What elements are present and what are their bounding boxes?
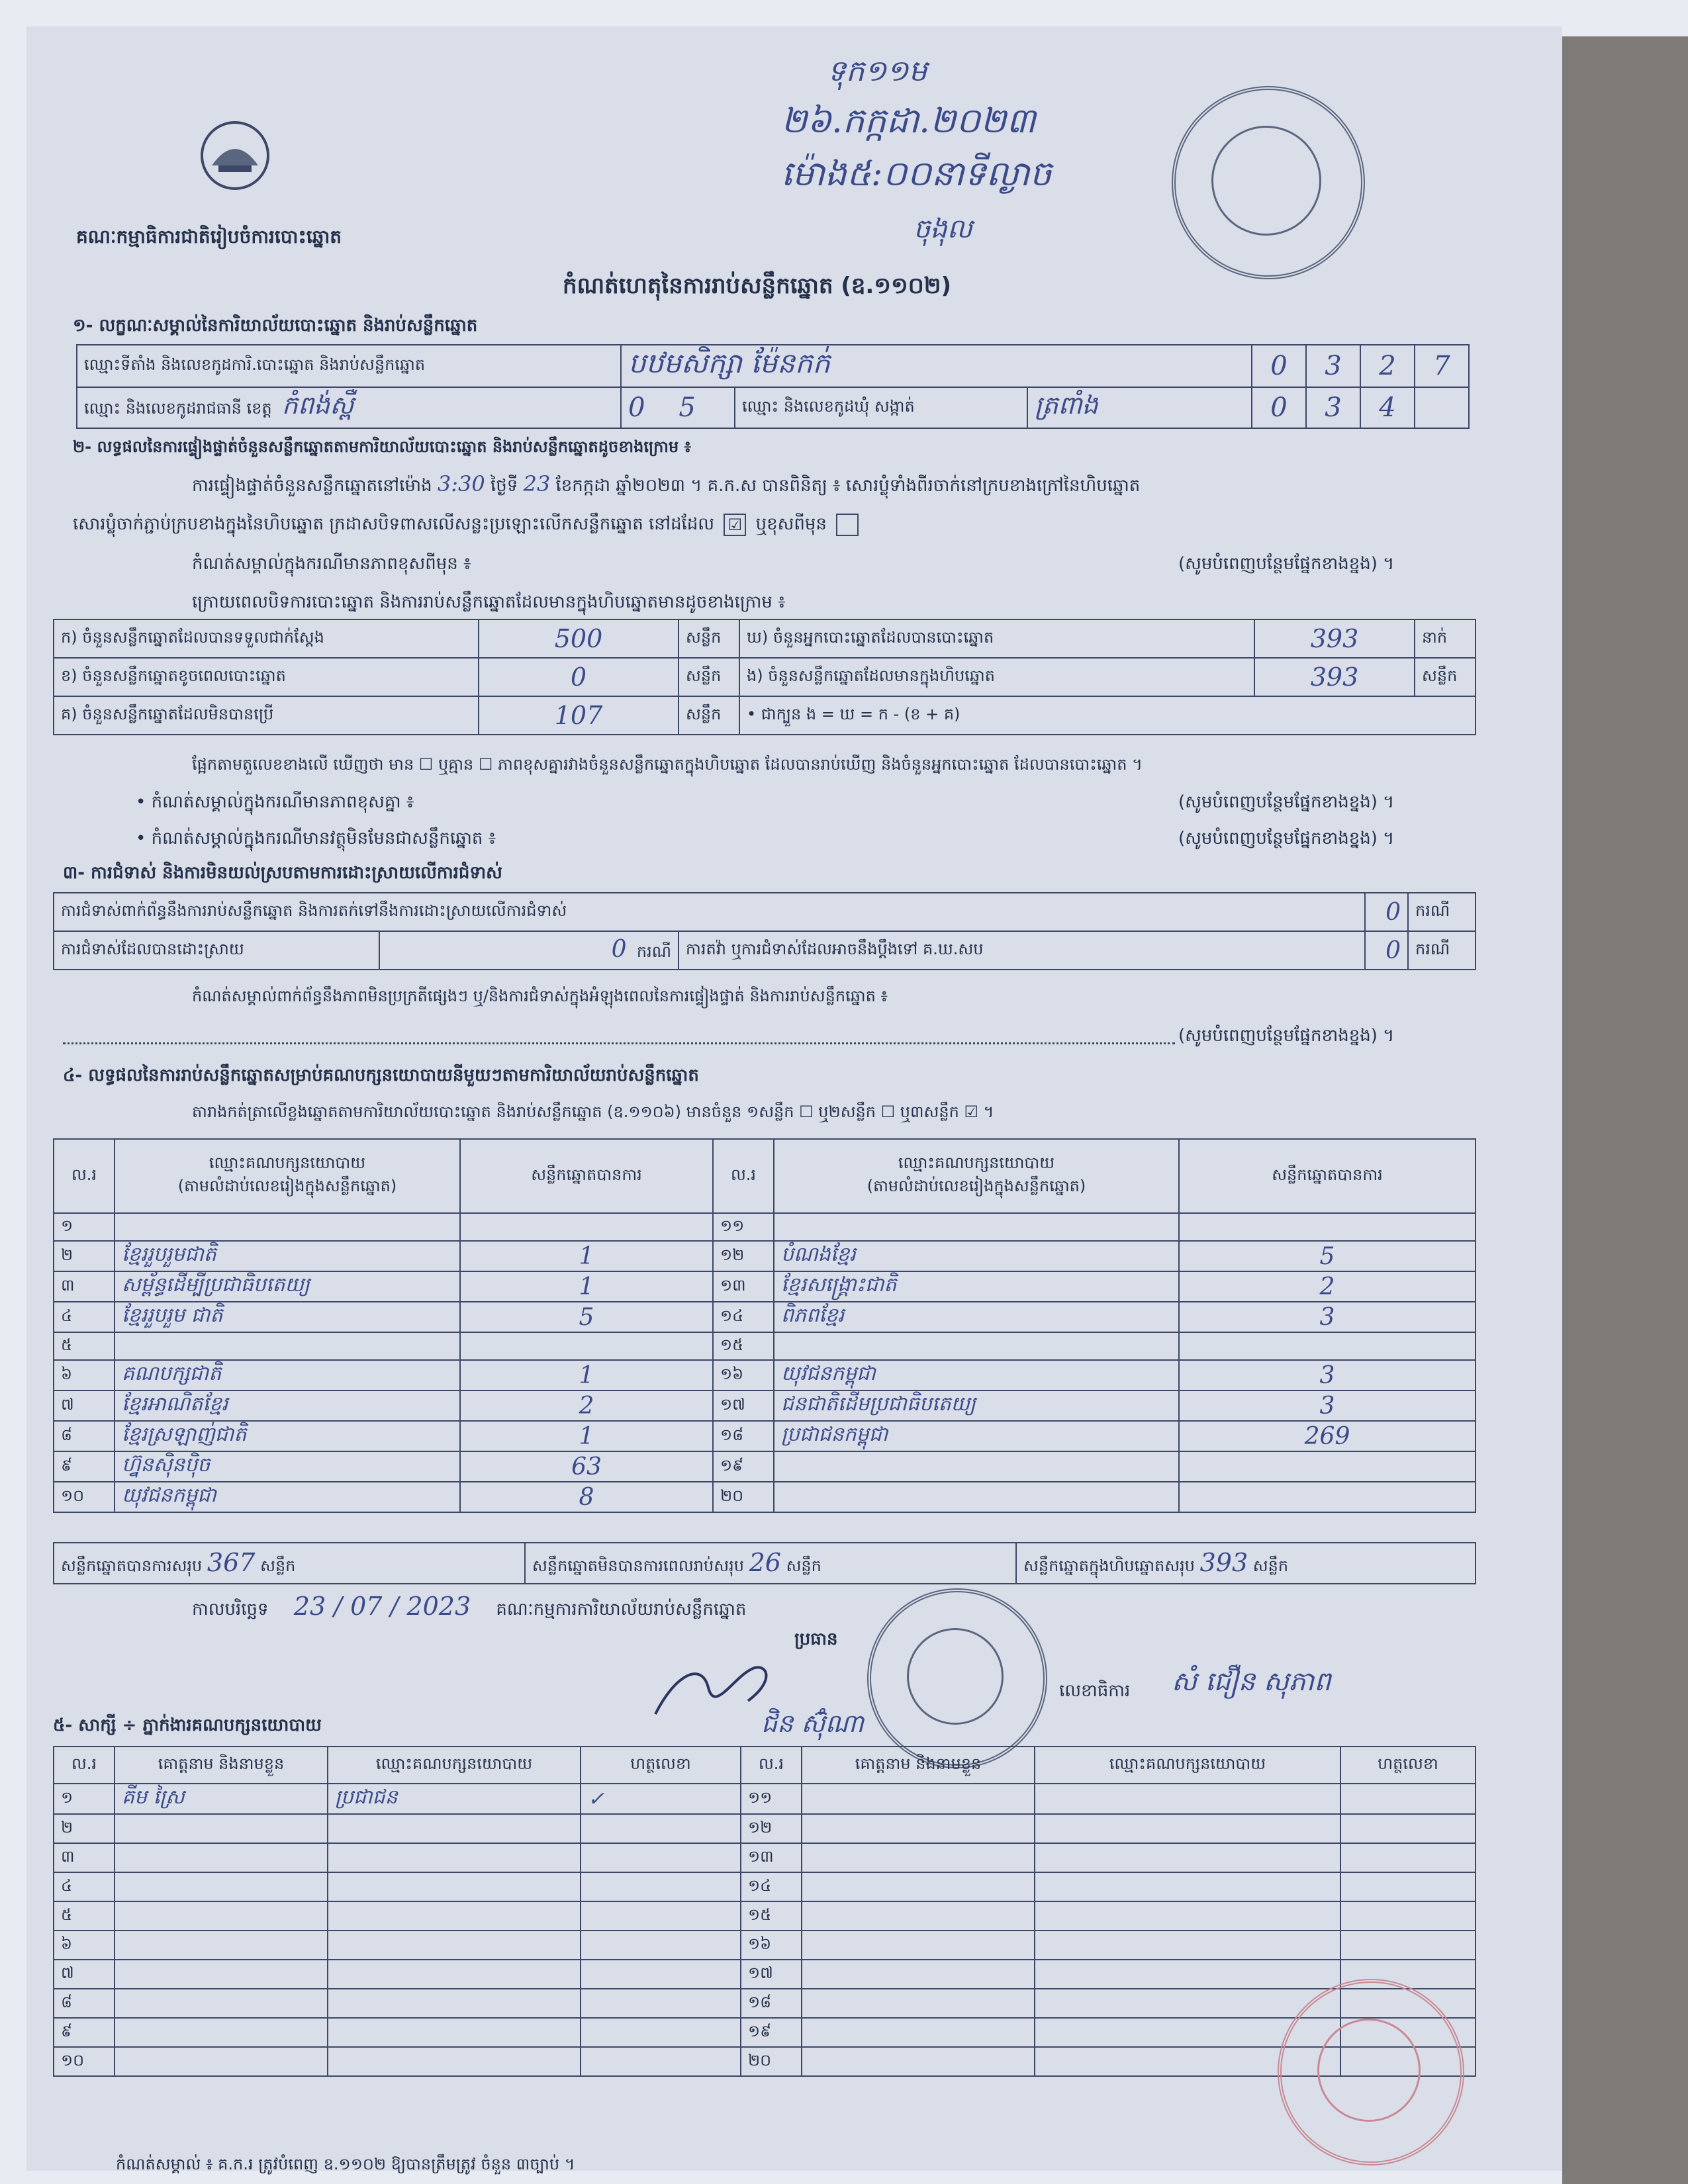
total-valid-unit: សន្លឹក (260, 1556, 296, 1575)
witness-name-left (115, 1872, 328, 1901)
section2-note-label: កំណត់សម្គាល់ក្នុងករណីមានភាពខុសពីមុន ៖ (192, 554, 471, 574)
section2-fill-hint: (សូមបំពេញបន្ថែមផ្នែកខាងខ្នង) ។ (1178, 554, 1395, 574)
witness-party-left (328, 1931, 581, 1960)
inspection-time: 3:30 (437, 471, 485, 496)
objections-related-unit: ករណី (1408, 893, 1476, 931)
witness-no-right: ១៤ (741, 1872, 802, 1901)
station-code-3: 2 (1360, 345, 1415, 387)
results-party-right: ពិភពខ្មែរ (774, 1302, 1179, 1332)
section3-note: កំណត់សម្គាល់ពាក់ព័ន្ធនឹងភាពមិនប្រក្រតីផ្សេងៗ ឬ/និងការជំទាស់ក្នុងអំឡុងពេលនៃការផ្ទៀងផ្ទាត់ និងការរាប់សន្លឹកឆ្នោត ៖ (192, 987, 888, 1005)
appeals-value: 0 (1365, 931, 1408, 970)
note-diff-hint: (សូមបំពេញបន្ថែមផ្នែកខាងខ្នង) ។ (1178, 792, 1395, 812)
witness-no-right: ១២ (741, 1814, 802, 1843)
results-no-right: ១១ (713, 1213, 774, 1241)
witness-no-left: ១ (54, 1784, 115, 1814)
chair-label: ប្រធាន (794, 1629, 838, 1649)
witness-no-right: ១៦ (741, 1931, 802, 1960)
witness-col-no-right: ល.រ (741, 1747, 802, 1784)
total-valid-value: 367 (207, 1547, 256, 1577)
count-b-value: 0 (479, 658, 679, 696)
witness-party-left (328, 2047, 581, 2076)
witness-party-right (1035, 1931, 1340, 1960)
count-e-unit: សន្លឹក (1415, 658, 1476, 696)
district-code-1: 0 (1252, 387, 1306, 428)
results-votes-right (1179, 1213, 1476, 1241)
inspection-day: 23 (523, 471, 551, 496)
witness-party-left: ប្រជាជន (328, 1784, 581, 1814)
count-d-value: 393 (1254, 619, 1415, 658)
witness-no-left: ២ (54, 1814, 115, 1843)
results-votes-left: 8 (460, 1482, 713, 1512)
witness-row (54, 1814, 1476, 1843)
results-col-party-right (774, 1139, 1179, 1213)
results-party-left: យុវជនកម្ពុជា (115, 1482, 460, 1512)
witness-row (54, 2018, 1476, 2047)
witness-no-left: ១០ (54, 2047, 115, 2076)
results-party-right: បំណងខ្មែរ (774, 1241, 1179, 1271)
total-box-value: 393 (1199, 1547, 1248, 1577)
commune-value: កំពង់ស្ពឺ (281, 390, 354, 420)
results-votes-right (1179, 1451, 1476, 1482)
results-col-no-right: ល.រ (713, 1139, 774, 1213)
witness-no-left: ៦ (54, 1931, 115, 1960)
witness-col-sign-left: ហត្ថលេខា (581, 1747, 741, 1784)
results-no-right: ១៣ (713, 1271, 774, 1302)
total-box-unit: សន្លឹក (1252, 1556, 1289, 1575)
witness-no-right: ១៣ (741, 1843, 802, 1872)
objections-table (53, 892, 1476, 970)
count-c-value: 107 (479, 696, 679, 735)
count-b-unit: សន្លឹក (679, 658, 739, 696)
results-row (54, 1360, 1476, 1390)
results-party-left: សម្ព័ន្ធដើម្បីប្រជាធិបតេយ្យ (115, 1271, 460, 1302)
results-party-left: ខ្មែររួបរួមជាតិ (115, 1241, 460, 1271)
total-box-cell (1016, 1543, 1476, 1584)
witness-name-left (115, 1960, 328, 1989)
results-no-left: ១ (54, 1213, 115, 1241)
scanner-edge (1562, 36, 1688, 2184)
witness-sign-left: ✓ (581, 1784, 741, 1814)
section5-heading: ៥- សាក្សី ÷ ភ្នាក់ងារគណបក្សនយោបាយ (53, 1715, 322, 1735)
unchanged-checkbox[interactable]: ☑ (724, 514, 746, 536)
witness-col-party-right: ឈ្មោះគណបក្សនយោបាយ (1035, 1747, 1340, 1784)
witness-sign-left (581, 1931, 741, 1960)
objections-resolved-value: 0 (611, 936, 627, 963)
results-no-right: ១៤ (713, 1302, 774, 1332)
witness-party-right (1035, 1989, 1340, 2018)
signing-date (192, 1592, 746, 1623)
witness-col-name-right: គោត្តនាម និងនាមខ្លួន (802, 1747, 1035, 1784)
witness-party-left (328, 2018, 581, 2047)
results-row (54, 1482, 1476, 1512)
witness-name-right (802, 1784, 1035, 1814)
witness-col-party-left: ឈ្មោះគណបក្សនយោបាយ (328, 1747, 581, 1784)
witness-sign-right (1340, 1872, 1476, 1901)
results-col-party-left-title: ឈ្មោះគណបក្សនយោបាយ (209, 1154, 366, 1172)
signing-committee-label: គណៈកម្មការការិយាល័យរាប់សន្លឹកឆ្នោត (496, 1600, 747, 1619)
station-code-2: 3 (1306, 345, 1360, 387)
results-votes-right (1179, 1332, 1476, 1360)
witness-no-left: ៩ (54, 2018, 115, 2047)
secretary-name: សំ ជឿន សុភាព (1172, 1666, 1331, 1697)
witness-name-right (802, 1931, 1035, 1960)
results-votes-right: 5 (1179, 1241, 1476, 1271)
total-valid-cell (54, 1543, 525, 1584)
results-party-left (115, 1332, 460, 1360)
witness-sign-left (581, 1989, 741, 2018)
results-votes-left (460, 1213, 713, 1241)
witness-row (54, 1960, 1476, 1989)
witness-name-right (802, 2047, 1035, 2076)
results-row (54, 1421, 1476, 1451)
witness-sign-right (1340, 1784, 1476, 1814)
witness-no-right: ១១ (741, 1784, 802, 1814)
count-b-label: ខ) ចំនួនសន្លឹកឆ្នោតខូចពេលបោះឆ្នោត (54, 658, 479, 696)
district-label: ឈ្មោះ និងលេខកូដឃុំ សង្កាត់ (735, 387, 1027, 428)
witness-name-right (802, 1960, 1035, 1989)
witness-row (54, 1989, 1476, 2018)
changed-checkbox[interactable] (836, 514, 859, 536)
results-no-right: ១៦ (713, 1360, 774, 1390)
changed-label: ឬខុសពីមុន (755, 514, 827, 534)
results-col-votes-right: សន្លឹកឆ្នោតបានការ (1179, 1139, 1476, 1213)
section2-para1 (192, 471, 1140, 500)
witness-party-right (1035, 1843, 1340, 1872)
witness-name-left (115, 1989, 328, 2018)
handwritten-receiver-signature: ចុងុល (914, 214, 972, 244)
objections-related-label: ការជំទាស់ពាក់ព័ន្ធនឹងការរាប់សន្លឹកឆ្នោត និងការតក់ទៅនឹងការដោះស្រាយលើការជំទាស់ (54, 893, 1365, 931)
results-no-right: ១៧ (713, 1390, 774, 1421)
objections-resolved-label: ការជំទាស់ដែលបានដោះស្រាយ (54, 931, 379, 970)
witness-no-left: ៥ (54, 1901, 115, 1931)
results-no-left: ៦ (54, 1360, 115, 1390)
official-seal-middle-inner (907, 1628, 1004, 1725)
results-party-right (774, 1451, 1179, 1482)
signing-date-value: 23 / 07 / 2023 (293, 1592, 471, 1621)
witness-name-left (115, 1931, 328, 1960)
results-no-left: ៥ (54, 1332, 115, 1360)
witness-party-right (1035, 1960, 1340, 1989)
count-c-unit: សន្លឹក (679, 696, 739, 735)
district-code-3: 4 (1360, 387, 1415, 428)
witness-no-right: ១៥ (741, 1901, 802, 1931)
section2-para1-c: ខែកក្កដា ឆ្នាំ២០២៣ ។ គ.ក.ស បានពិនិត្យ ៖ សោរប្លុំទាំងពីរចាក់នៅក្របខាងក្រៅនៃហិបឆ្នោត (555, 476, 1141, 496)
results-votes-left: 63 (460, 1451, 713, 1482)
results-votes-left: 1 (460, 1421, 713, 1451)
results-no-left: ៤ (54, 1302, 115, 1332)
results-no-left: ៧ (54, 1390, 115, 1421)
witness-name-left (115, 1843, 328, 1872)
witness-name-right (802, 2018, 1035, 2047)
witness-name-left (115, 2018, 328, 2047)
witness-party-left (328, 1960, 581, 1989)
witness-sign-left (581, 1814, 741, 1843)
total-invalid-unit: សន្លឹក (786, 1556, 821, 1575)
count-e-label: ង) ចំនួនសន្លឹកឆ្នោតដែលមានក្នុងហិបឆ្នោត (739, 658, 1254, 696)
committee-name: គណៈកម្មាធិការជាតិរៀបចំការបោះឆ្នោត (76, 226, 342, 248)
count-e-value: 393 (1254, 658, 1415, 696)
results-votes-right: 3 (1179, 1360, 1476, 1390)
witness-col-name-left: គោត្តនាម និងនាមខ្លួន (115, 1747, 328, 1784)
section3-dotted-line (63, 1042, 1175, 1044)
witness-row (54, 1931, 1476, 1960)
results-no-left: ៣ (54, 1271, 115, 1302)
witness-col-sign-right: ហត្ថលេខា (1340, 1747, 1476, 1784)
results-row (54, 1390, 1476, 1421)
total-invalid-value: 26 (749, 1547, 781, 1577)
witness-party-left (328, 1989, 581, 2018)
commune-code (621, 387, 735, 428)
secretary-label: លេខាធិការ (1059, 1681, 1131, 1701)
count-a-unit: សន្លឹក (679, 619, 739, 658)
chair-name: ជិន ស៊ុំណា (761, 1709, 864, 1738)
official-seal-top-inner (1211, 126, 1321, 236)
results-party-left: ខ្មែររួបរួម ជាតិ (115, 1302, 460, 1332)
form-title: កំណត់ហេតុនៃការរាប់សន្លឹកឆ្នោត (ឧ.១១០២) (563, 273, 952, 299)
results-party-left (115, 1213, 460, 1241)
witness-no-right: ១៧ (741, 1960, 802, 1989)
witness-no-right: ២០ (741, 2047, 802, 2076)
results-col-party-left (115, 1139, 460, 1213)
witness-sign-left (581, 2018, 741, 2047)
section2-para2-text: សោរប្លុំចាក់ភ្ជាប់ក្របខាងក្នុងនៃហិបឆ្នោត ក្រដាសបិទពាសលើសន្លះប្រឡោះលើកសន្លឹកឆ្នោត នៅដដែល (73, 514, 715, 534)
results-votes-right: 3 (1179, 1302, 1476, 1332)
note-other: • កំណត់សម្គាល់ក្នុងករណីមានវត្ថុមិនមែនជាសន្លឹកឆ្នោត ៖ (136, 829, 496, 848)
district-code-2: 3 (1306, 387, 1360, 428)
witness-name-right (802, 1814, 1035, 1843)
commune-code-2: 5 (679, 392, 696, 423)
witness-party-left (328, 1843, 581, 1872)
results-col-no-left: ល.រ (54, 1139, 115, 1213)
results-totals (53, 1542, 1476, 1584)
witness-no-left: ៣ (54, 1843, 115, 1872)
witness-sign-right (1340, 1843, 1476, 1872)
witness-no-left: ៤ (54, 1872, 115, 1901)
results-body (54, 1213, 1476, 1512)
witness-name-left (115, 1814, 328, 1843)
results-no-left: ៨ (54, 1421, 115, 1451)
results-col-party-right-sub: (តាមលំដាប់លេខរៀងក្នុងសន្លឹកឆ្នោត) (867, 1177, 1086, 1195)
total-invalid-cell (525, 1543, 1016, 1584)
witness-body (54, 1784, 1476, 2076)
witness-party-right (1035, 1784, 1340, 1814)
station-code-4: 7 (1415, 345, 1469, 387)
results-party-right (774, 1482, 1179, 1512)
count-d-unit: នាក់ (1415, 619, 1476, 658)
station-label: ឈ្មោះទីតាំង និងលេខកូដការិ.បោះឆ្នោត និងរាប់សន្លឹកឆ្នោត (77, 345, 621, 387)
results-party-right: ខ្មែរសង្គ្រោះជាតិ (774, 1271, 1179, 1302)
witness-party-left (328, 1901, 581, 1931)
station-value: បឋមសិក្សា ម៉ែនកក់ (621, 345, 1252, 387)
district-value: ត្រពាំង (1027, 387, 1252, 428)
witness-no-right: ១៩ (741, 2018, 802, 2047)
witness-sign-left (581, 1843, 741, 1872)
results-table (53, 1138, 1476, 1513)
witness-row (54, 2047, 1476, 2076)
results-row (54, 1241, 1476, 1271)
results-no-right: ២០ (713, 1482, 774, 1512)
results-no-right: ១២ (713, 1241, 774, 1271)
witness-row (54, 1784, 1476, 1814)
objections-related-value: 0 (1365, 893, 1408, 931)
signing-date-label: កាលបរិច្ឆេទ (192, 1600, 269, 1619)
witness-sign-right (1340, 1814, 1476, 1843)
station-code-1: 0 (1252, 345, 1306, 387)
section3-heading: ៣- ការជំទាស់ និងការមិនយល់ស្របតាមការដោះស្រាយលើការជំទាស់ (63, 863, 502, 883)
results-party-right (774, 1213, 1179, 1241)
results-row (54, 1451, 1476, 1482)
results-party-left: ហ្វ៊ុនស៊ិនប៉ិច (115, 1451, 460, 1482)
witness-party-right (1035, 1901, 1340, 1931)
witness-sign-left (581, 1960, 741, 1989)
results-col-votes-left: សន្លឹកឆ្នោតបានការ (460, 1139, 713, 1213)
witness-table (53, 1746, 1476, 2077)
witness-col-no-left: ល.រ (54, 1747, 115, 1784)
committee-emblem (199, 119, 271, 192)
results-party-right: ប្រជាជនកម្ពុជា (774, 1421, 1179, 1451)
results-votes-right: 269 (1179, 1421, 1476, 1451)
section2-heading: ២- លទ្ធផលនៃការផ្ទៀងផ្ទាត់ចំនួនសន្លឹកឆ្នោតតាមការិយាល័យបោះឆ្នោត និងរាប់សន្លឹកឆ្នោតដូចខាងក្រោម ៖ (73, 437, 692, 456)
section1-heading: ១- លក្ខណៈសម្គាល់នៃការិយាល័យបោះឆ្នោត និងរាប់សន្លឹកឆ្នោត (73, 316, 478, 336)
count-c-label: គ) ចំនួនសន្លឹកឆ្នោតដែលមិនបានប្រើ (54, 696, 479, 735)
witness-name-left (115, 2047, 328, 2076)
objections-resolved-cell (379, 931, 679, 970)
witness-sign-right (1340, 1931, 1476, 1960)
results-no-right: ១៥ (713, 1332, 774, 1360)
results-no-left: ៩ (54, 1451, 115, 1482)
results-row (54, 1332, 1476, 1360)
appeals-label: ការតវ៉ា ឬការជំទាស់ដែលអាចនឹងប្តឹងទៅ គ.ឃ.សប (679, 931, 1365, 970)
witness-name-right (802, 1989, 1035, 2018)
section2-para1-a: ការផ្ទៀងផ្ទាត់ចំនួនសន្លឹកឆ្នោតនៅម៉ោង (192, 476, 432, 496)
commune-label: ឈ្មោះ និងលេខកូដរាជធានី ខេត្ត (84, 399, 272, 418)
witness-party-right (1035, 1872, 1340, 1901)
total-valid-label: សន្លឹកឆ្នោតបានការសរុប (61, 1556, 203, 1575)
witness-no-left: ៧ (54, 1960, 115, 1989)
results-row (54, 1271, 1476, 1302)
witness-name-right (802, 1901, 1035, 1931)
total-invalid-label: សន្លឹកឆ្នោតមិនបានការពេលរាប់សរុប (532, 1556, 744, 1575)
witness-row (54, 1843, 1476, 1872)
witness-party-left (328, 1814, 581, 1843)
witness-party-right (1035, 1814, 1340, 1843)
section4-intro: តារាងកត់ត្រាលើខ្លងឆ្នោតតាមការិយាល័យបោះឆ្នោត និងរាប់សន្លឹកឆ្នោត (ឧ.១១០៦) មានចំនួន ១សន្លឹក ☐ ឬ២សន្លឹក ☐ ឬ៣សន្លឹក ☑ ។ (192, 1103, 994, 1121)
witness-no-left: ៨ (54, 1989, 115, 2018)
results-votes-right: 2 (1179, 1271, 1476, 1302)
witness-name-left: គីម ស្រៃ (115, 1784, 328, 1814)
witness-sign-left (581, 1901, 741, 1931)
total-box-label: សន្លឹកឆ្នោតក្នុងហិបឆ្នោតសរុប (1023, 1556, 1195, 1575)
witness-name-left (115, 1901, 328, 1931)
note-diff: • កំណត់សម្គាល់ក្នុងករណីមានភាពខុសគ្នា ៖ (136, 792, 414, 812)
diff-line: ផ្អែកតាមតួលេខខាងលើ ឃើញថា មាន ☐ ឬគ្មាន ☐ ភាពខុសគ្នារវាងចំនួនសន្លឹកឆ្នោតក្នុងហិបឆ្នោត ដែលបានរាប់ឃើញ និងចំនួនអ្នកបោះឆ្នោត ដែលបានបោះឆ្នោត ។ (192, 755, 1143, 774)
witness-no-right: ១៨ (741, 1989, 802, 2018)
section3-fill-hint: (សូមបំពេញបន្ថែមផ្នែកខាងខ្នង) ។ (1178, 1026, 1395, 1046)
section2-counts-intro: ក្រោយពេលបិទការបោះឆ្នោត និងការរាប់សន្លឹកឆ្នោតដែលមានក្នុងហិបឆ្នោតមានដូចខាងក្រោម ៖ (192, 592, 786, 612)
district-code-pad (1415, 387, 1469, 428)
results-row (54, 1302, 1476, 1332)
results-no-right: ១៩ (713, 1451, 774, 1482)
witness-party-left (328, 1872, 581, 1901)
results-votes-left: 1 (460, 1241, 713, 1271)
handwritten-receipt-date: ២៦.កក្កដា.២០២៣ (781, 101, 1036, 141)
commune-row (77, 387, 621, 428)
results-votes-right: 3 (1179, 1390, 1476, 1421)
results-no-left: ១០ (54, 1482, 115, 1512)
witness-sign-left (581, 1872, 741, 1901)
witness-name-right (802, 1872, 1035, 1901)
results-votes-right (1179, 1482, 1476, 1512)
red-seal-bottom-inner (1317, 2019, 1421, 2122)
results-votes-left (460, 1332, 713, 1360)
results-votes-left: 1 (460, 1271, 713, 1302)
section2-para1-b: ថ្ងៃទី (490, 476, 518, 496)
results-votes-left: 1 (460, 1360, 713, 1390)
results-party-left: គណបក្សជាតិ (115, 1360, 460, 1390)
commune-code-1: 0 (628, 392, 645, 423)
count-d-label: ឃ) ចំនួនអ្នកបោះឆ្នោតដែលបានបោះឆ្នោត (739, 619, 1254, 658)
handwritten-receipt-time: ម៉ោង៥:០០នាទីល្ងាច (781, 154, 1052, 194)
section2-para2 (73, 513, 863, 538)
counts-table (53, 619, 1476, 735)
witness-sign-left (581, 2047, 741, 2076)
witness-row (54, 1872, 1476, 1901)
results-no-left: ២ (54, 1241, 115, 1271)
results-party-right: យុវជនកម្ពុជា (774, 1360, 1179, 1390)
station-table (76, 344, 1470, 429)
results-party-right: ជនជាតិដើមប្រជាធិបតេយ្យ (774, 1390, 1179, 1421)
section4-heading: ៤- លទ្ធផលនៃការរាប់សន្លឹកឆ្នោតសម្រាប់គណបក្សនយោបាយនីមួយៗតាមការិយាល័យរាប់សន្លឹកឆ្នោត (63, 1066, 699, 1085)
count-formula: • ជាក្បួន ង = ឃ = ក - (ខ + គ) (739, 696, 1476, 735)
count-a-label: ក) ចំនួនសន្លឹកឆ្នោតដែលបានទទួលជាក់ស្តែង (54, 619, 479, 658)
results-no-right: ១៨ (713, 1421, 774, 1451)
count-a-value: 500 (479, 619, 679, 658)
witness-name-right (802, 1843, 1035, 1872)
results-col-party-left-sub: (តាមលំដាប់លេខរៀងក្នុងសន្លឹកឆ្នោត) (177, 1177, 397, 1195)
results-party-right (774, 1332, 1179, 1360)
appeals-unit: ករណី (1408, 931, 1476, 970)
results-party-left: ខ្មែរអាណិតខ្មែរ (115, 1390, 460, 1421)
note-other-hint: (សូមបំពេញបន្ថែមផ្នែកខាងខ្នង) ។ (1178, 829, 1395, 848)
objections-resolved-unit: ករណី (636, 942, 671, 961)
results-party-left: ខ្មែរស្រឡាញ់ជាតិ (115, 1421, 460, 1451)
witness-row (54, 1901, 1476, 1931)
witness-sign-right (1340, 1901, 1476, 1931)
results-votes-left: 2 (460, 1390, 713, 1421)
results-votes-left: 5 (460, 1302, 713, 1332)
form-footer-note: កំណត់សម្គាល់ ៖ គ.ក.រ ត្រូវបំពេញ ឧ.១១០២ ឱ្យបានត្រឹមត្រូវ ចំនួន ៣ច្បាប់ ។ (116, 2155, 575, 2173)
results-col-party-right-title: ឈ្មោះគណបក្សនយោបាយ (898, 1154, 1055, 1172)
handwritten-receipt-no: ទុក១១ម (827, 54, 927, 88)
results-row (54, 1213, 1476, 1241)
